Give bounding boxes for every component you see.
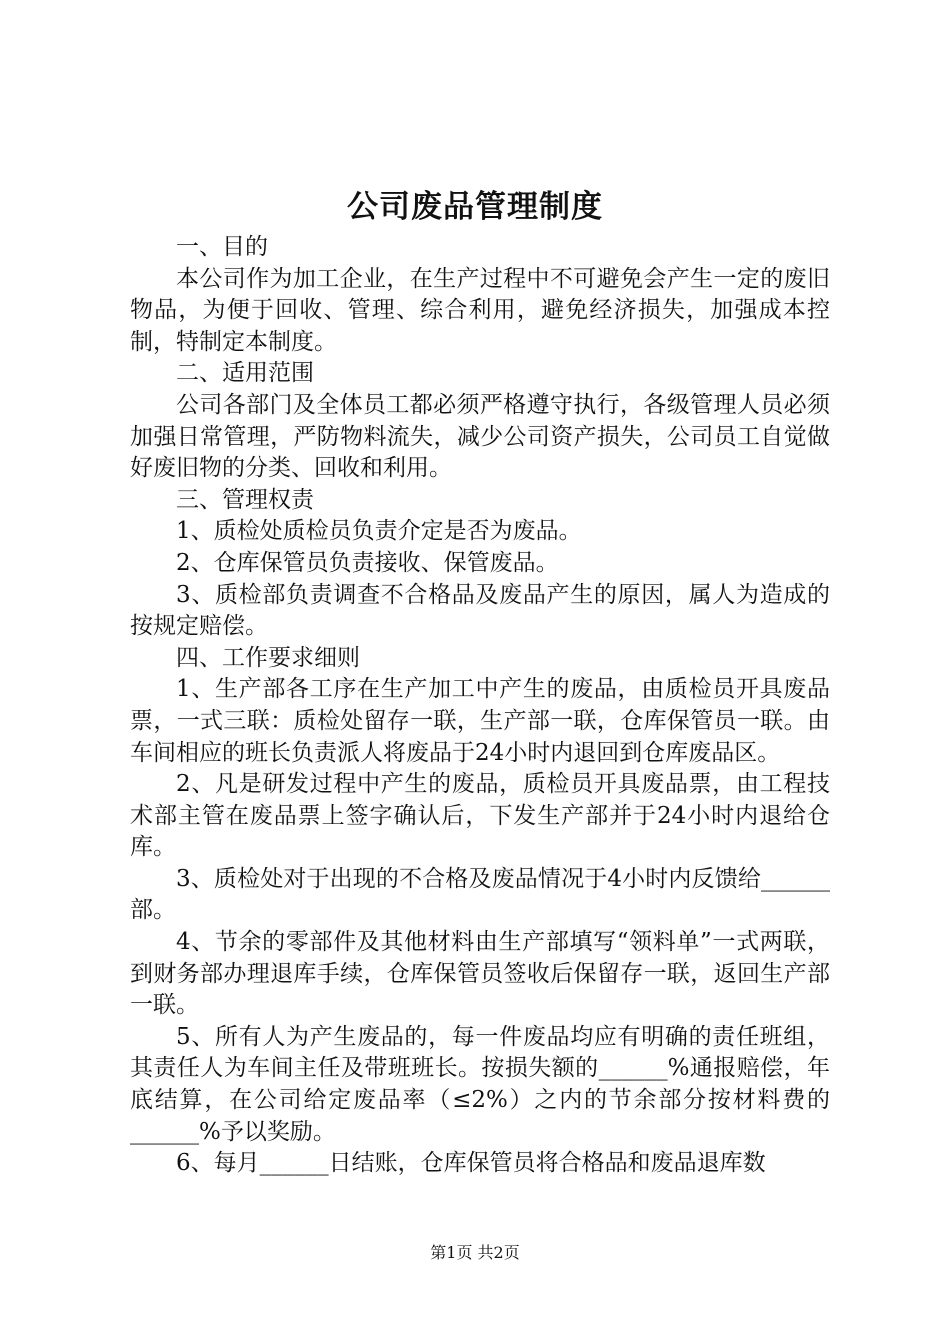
paragraph-purpose: 本公司作为加工企业，在生产过程中不可避免会产生一定的废旧物品，为便于回收、管理、综合利用，避免经济损失，加强成本控制，特制定本制度。 <box>130 265 830 355</box>
document-title: 公司废品管理制度 <box>347 189 603 225</box>
list-item-rule-4: 4、节余的零部件及其他材料由生产部填写“领料单”一式两联，到财务部办理退库手续，仓库保管员签收后保留存一联，返回生产部一联。 <box>130 929 830 1019</box>
list-item-rule-6: 6、每月______日结账，仓库保管员将合格品和废品退库数 <box>176 1150 766 1177</box>
section-heading-scope: 二、适用范围 <box>176 360 314 387</box>
list-item-rule-1: 1、生产部各工序在生产加工中产生的废品，由质检员开具废品票，一式三联：质检处留存一联，生产部一联，仓库保管员一联。由车间相应的班长负责派人将废品于24小时内退回到仓库废品区。 <box>130 676 830 766</box>
list-item-responsibility-3: 3、质检部负责调查不合格品及废品产生的原因，属人为造成的按规定赔偿。 <box>130 581 830 640</box>
section-heading-purpose: 一、目的 <box>176 234 268 260</box>
list-item-rule-3: 3、质检处对于出现的不合格及废品情况于4小时内反馈给______部。 <box>130 865 830 924</box>
section-heading-responsibilities: 三、管理权责 <box>176 486 314 513</box>
section-heading-rules: 四、工作要求细则 <box>176 644 360 671</box>
list-item-rule-2: 2、凡是研发过程中产生的废品，质检员开具废品票，由工程技术部主管在废品票上签字确认后，下发生产部并于24小时内退给仓库。 <box>130 771 830 861</box>
list-item-responsibility-1: 1、质检处质检员负责介定是否为废品。 <box>176 518 582 545</box>
document-body <box>130 232 830 1180</box>
list-item-rule-5: 5、所有人为产生废品的，每一件废品均应有明确的责任班组，其责任人为车间主任及带班班长。按损失额的______%通报赔偿，年底结算，在公司给定废品率（≤2%）之内的节余部分按材料费的______%予以奖励。 <box>130 1023 830 1145</box>
list-item-responsibility-2: 2、仓库保管员负责接收、保管废品。 <box>176 549 559 576</box>
page-footer: 第1页 共2页 <box>430 1243 520 1262</box>
paragraph-scope: 公司各部门及全体员工都必须严格遵守执行，各级管理人员必须加强日常管理，严防物料流失，减少公司资产损失，公司员工自觉做好废旧物的分类、回收和利用。 <box>130 391 830 482</box>
